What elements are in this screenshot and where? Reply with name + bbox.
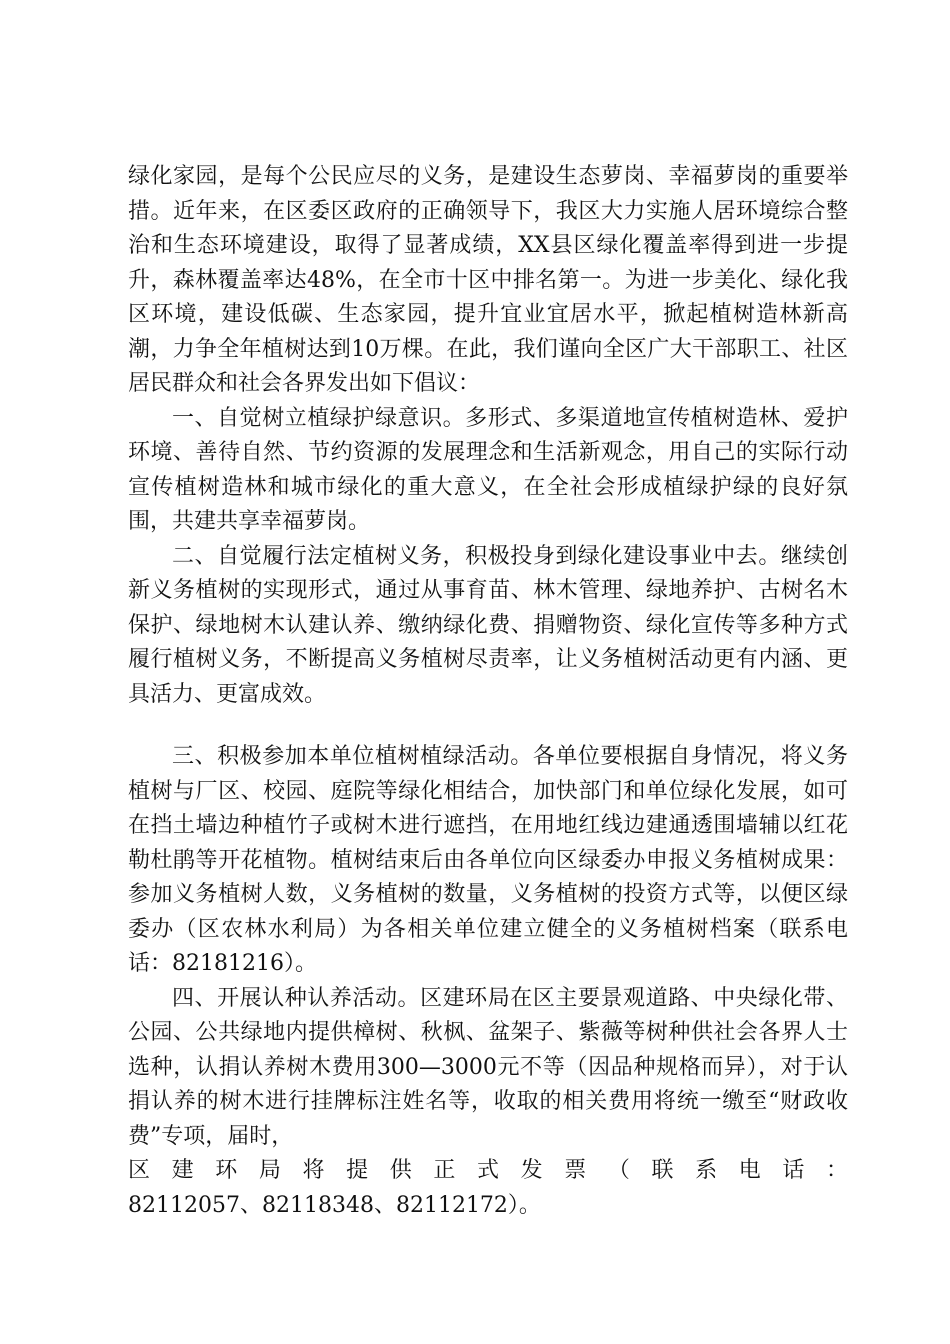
proposal-paragraph-2: 二、自觉履行法定植树义务，积极投身到绿化建设事业中去。继续创新义务植树的实现形式，通过从事育苗、林木管理、绿地养护、古树名木保护、绿地树木认建认养、缴纳绿化费、捐赠物资、绿化宣传等多种方式履行植树义务，不断提高义务植树尽责率，让义务植树活动更有内涵、更具活力、更富成效。 [128, 543, 848, 707]
document-body [128, 160, 848, 1223]
proposal-paragraph-1: 一、自觉树立植绿护绿意识。多形式、多渠道地宣传植树造林、爱护环境、善待自然、节约资源的发展理念和生活新观念，用自己的实际行动宣传植树造林和城市绿化的重大意义，在全社会形成植绿护绿的良好氛围，共建共享幸福萝岗。 [128, 405, 848, 534]
proposal-paragraph-3: 三、积极参加本单位植树植绿活动。各单位要根据自身情况，将义务植树与厂区、校园、庭院等绿化相结合，加快部门和单位绿化发展，如可在挡土墙边种植竹子或树木进行遮挡，在用地红线边建通透围墙辅以红花勒杜鹃等开花植物。植树结束后由各单位向区绿委办申报义务植树成果：参加义务植树人数，义务植树的数量，义务植树的投资方式等，以便区绿委办（区农林水利局）为各相关单位建立健全的义务植树档案（联系电话：82181216）。 [128, 744, 848, 976]
proposal-paragraph-4-phone-numbers: 82112057、82118348、82112172）。 [128, 1192, 541, 1218]
intro-paragraph: 绿化家园，是每个公民应尽的义务，是建设生态萝岗、幸福萝岗的重要举措。近年来，在区委区政府的正确领导下，我区大力实施人居环境综合整治和生态环境建设，取得了显著成绩，XX县区绿化覆盖率得到进一步提升，森林覆盖率达48%，在全市十区中排名第一。为进一步美化、绿化我区环境，建设低碳、生态家园，提升宜业宜居水平，掀起植树造林新高潮，力争全年植树达到10万棵。在此，我们谨向全区广大干部职工、社区居民群众和社会各界发出如下倡议： [128, 164, 848, 396]
proposal-paragraph-4: 四、开展认种认养活动。区建环局在区主要景观道路、中央绿化带、公园、公共绿地内提供樟树、秋枫、盆架子、紫薇等树种供社会各界人士选种，认捐认养树木费用300—3000元不等（因品种规格而异），对于认捐认养的树木进行挂牌标注姓名等，收取的相关费用将统一缴至“财政收费”专项，届时， [128, 985, 848, 1149]
proposal-paragraph-4-contact-line: 区建环局将提供正式发票（联系电话： [128, 1158, 848, 1183]
